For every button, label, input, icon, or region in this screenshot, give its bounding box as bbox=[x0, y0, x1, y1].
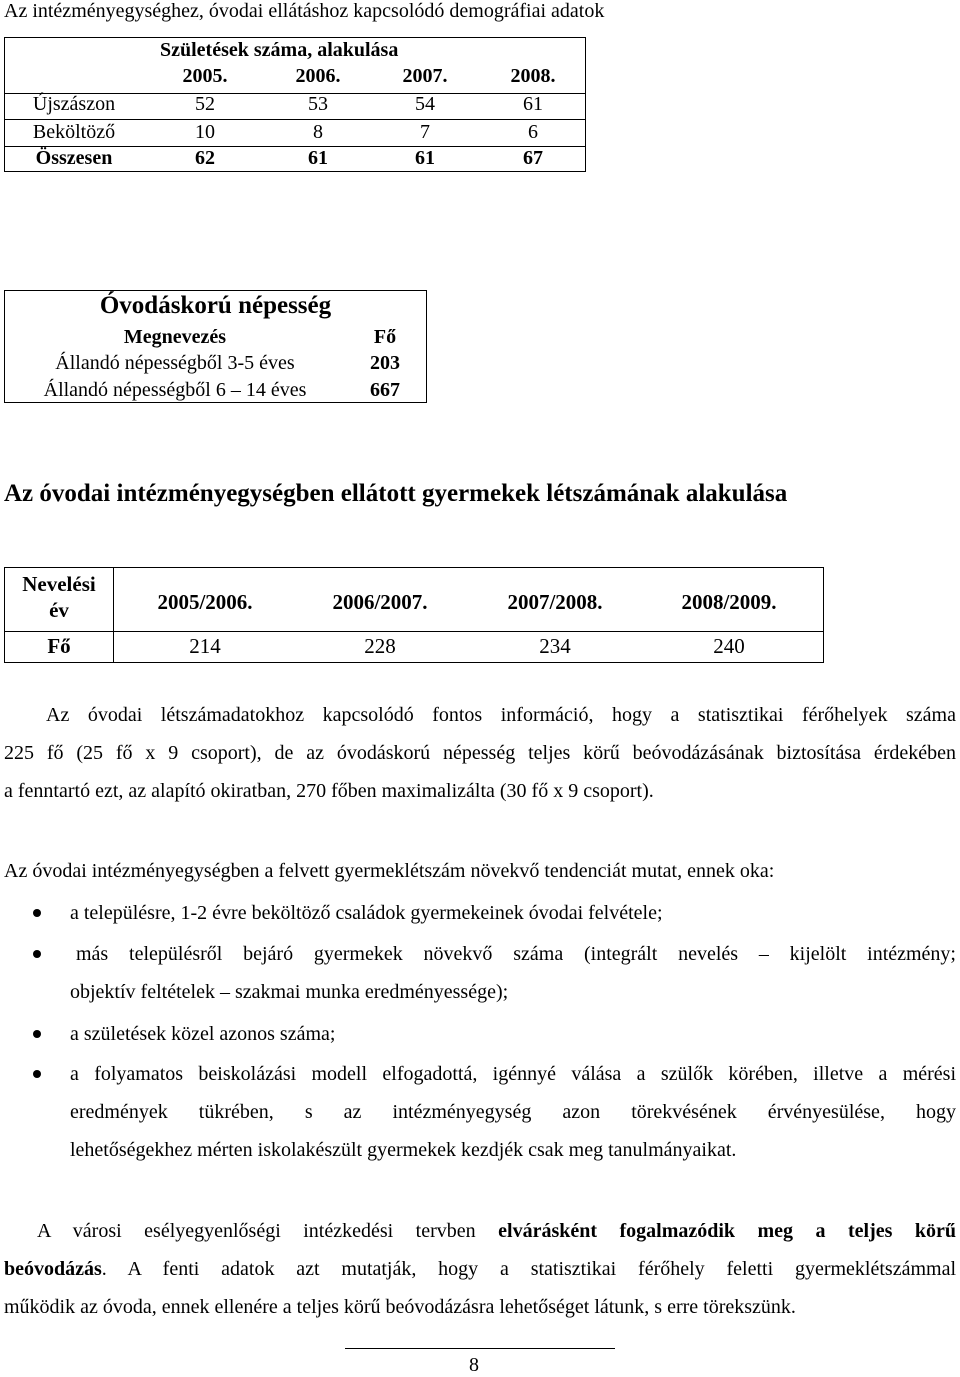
bullet-icon bbox=[33, 909, 41, 917]
text-line: a fenntartó ezt, az alapító okiratban, 270 főben maximalizálta (30 fő x 9 csoport). bbox=[4, 780, 654, 802]
text-line: Az óvodai intézményegységben a felvett gyermeklétszám növekvő tendenciát mutat, ennek oka: bbox=[4, 860, 775, 882]
value-cell: 240 bbox=[713, 634, 745, 658]
list-item bbox=[70, 1015, 956, 1053]
education-year-label: Nevelési év bbox=[22, 572, 96, 622]
paragraph bbox=[4, 696, 956, 810]
births-table: Születések száma, alakulása 2005. 2006. 2007. 2008. Újszászon 52 53 54 61 Beköltöző 10 8 7 6 Összesen 62 61 61 67 bbox=[4, 37, 586, 172]
value-cell: 8 bbox=[313, 121, 323, 143]
year-header: 2007/2008. bbox=[507, 590, 603, 614]
value-cell: 62 bbox=[195, 147, 215, 169]
row-label: Állandó népességből 6 – 14 éves bbox=[43, 379, 307, 401]
bullet-icon bbox=[33, 1070, 41, 1078]
table-divider bbox=[5, 119, 585, 120]
row-label: Beköltöző bbox=[32, 121, 116, 143]
column-divider bbox=[113, 568, 114, 662]
value-cell: 228 bbox=[364, 634, 396, 658]
text-line: a születések közel azonos száma; bbox=[70, 1023, 336, 1045]
text-line: 225 fő (25 fő x 9 csoport), de az óvodáskorú népesség teljes körű beóvodázásának biztosítása érdekében bbox=[4, 742, 956, 764]
column-header: Megnevezés bbox=[123, 326, 227, 348]
value-cell: 234 bbox=[539, 634, 571, 658]
value-cell: 203 bbox=[370, 352, 400, 374]
footer-rule bbox=[345, 1348, 615, 1349]
bullet-icon bbox=[33, 950, 41, 958]
value-cell: 52 bbox=[195, 93, 215, 115]
text-line: Az óvodai létszámadatokhoz kapcsolódó fontos információ, hogy a statisztikai férőhelyek száma bbox=[46, 704, 956, 726]
value-cell: 54 bbox=[415, 93, 435, 115]
year-cell: 2005. bbox=[182, 65, 228, 87]
text-line: eredmények tükrében, s az intézményegység azon törekvésének érvényesülése, hogy bbox=[70, 1101, 956, 1123]
text-line: a folyamatos beiskolázási modell elfogadottá, igénnyé válása a szülők körében, illetve a mérési bbox=[70, 1063, 956, 1085]
page-heading: Az intézményegységhez, óvodai ellátáshoz kapcsolódó demográfiai adatok bbox=[4, 0, 605, 22]
paragraph bbox=[4, 1212, 956, 1326]
list-item bbox=[70, 1055, 956, 1169]
section-title: Az óvodai intézményegységben ellátott gyermekek létszámának alakulása bbox=[4, 480, 788, 507]
list-item bbox=[70, 894, 956, 932]
text-line: a településre, 1-2 évre beköltöző családok gyermekeinek óvodai felvétele; bbox=[70, 902, 663, 924]
column-header: Fő bbox=[373, 326, 397, 348]
year-header: 2006/2007. bbox=[332, 590, 428, 614]
value-cell: 61 bbox=[415, 147, 435, 169]
text-line: lehetőségekhez mérten iskolakészült gyermekek kezdjék csak meg tanulmányaikat. bbox=[70, 1139, 737, 1161]
enrollment-table bbox=[4, 567, 824, 663]
value-cell: 7 bbox=[420, 121, 430, 143]
row-label: Újszászon bbox=[32, 93, 116, 115]
value-cell: 67 bbox=[523, 147, 543, 169]
value-cell: 61 bbox=[523, 93, 543, 115]
row-divider bbox=[5, 631, 823, 632]
value-cell: 61 bbox=[308, 147, 328, 169]
value-cell: 214 bbox=[189, 634, 221, 658]
count-label: Fő bbox=[47, 634, 71, 658]
value-cell: 667 bbox=[370, 379, 400, 401]
preschool-table-title: Óvodáskorú népesség bbox=[99, 292, 332, 319]
year-cell: 2008. bbox=[510, 65, 556, 87]
text-line: más településről bejáró gyermekek növekvő száma (integrált nevelés – kijelölt intézmény; bbox=[76, 943, 956, 965]
value-cell: 10 bbox=[195, 121, 215, 143]
page-number: 8 bbox=[469, 1354, 479, 1376]
preschool-population-table bbox=[4, 290, 427, 403]
list-item bbox=[70, 935, 956, 1011]
paragraph bbox=[4, 852, 956, 890]
text-line: beóvodázás. A fenti adatok azt mutatják, hogy a statisztikai férőhely feletti gyermeklétszámmal bbox=[4, 1258, 956, 1280]
year-cell: 2007. bbox=[402, 65, 448, 87]
text-line: működik az óvoda, ennek ellenére a teljes körű beóvodázásra lehetőséget látunk, s erre törekszünk. bbox=[4, 1296, 796, 1318]
text-line: A városi esélyegyenlőségi intézkedési tervben elvárásként fogalmazódik meg a teljes körű bbox=[37, 1220, 957, 1242]
value-cell: 6 bbox=[528, 121, 538, 143]
year-header: 2005/2006. bbox=[157, 590, 253, 614]
row-label: Összesen bbox=[35, 147, 113, 169]
year-cell: 2006. bbox=[295, 65, 341, 87]
value-cell: 53 bbox=[308, 93, 328, 115]
bullet-icon bbox=[33, 1030, 41, 1038]
text-line: objektív feltételek – szakmai munka eredményessége); bbox=[70, 981, 509, 1003]
year-header: 2008/2009. bbox=[681, 590, 777, 614]
row-label: Állandó népességből 3-5 éves bbox=[55, 352, 295, 374]
